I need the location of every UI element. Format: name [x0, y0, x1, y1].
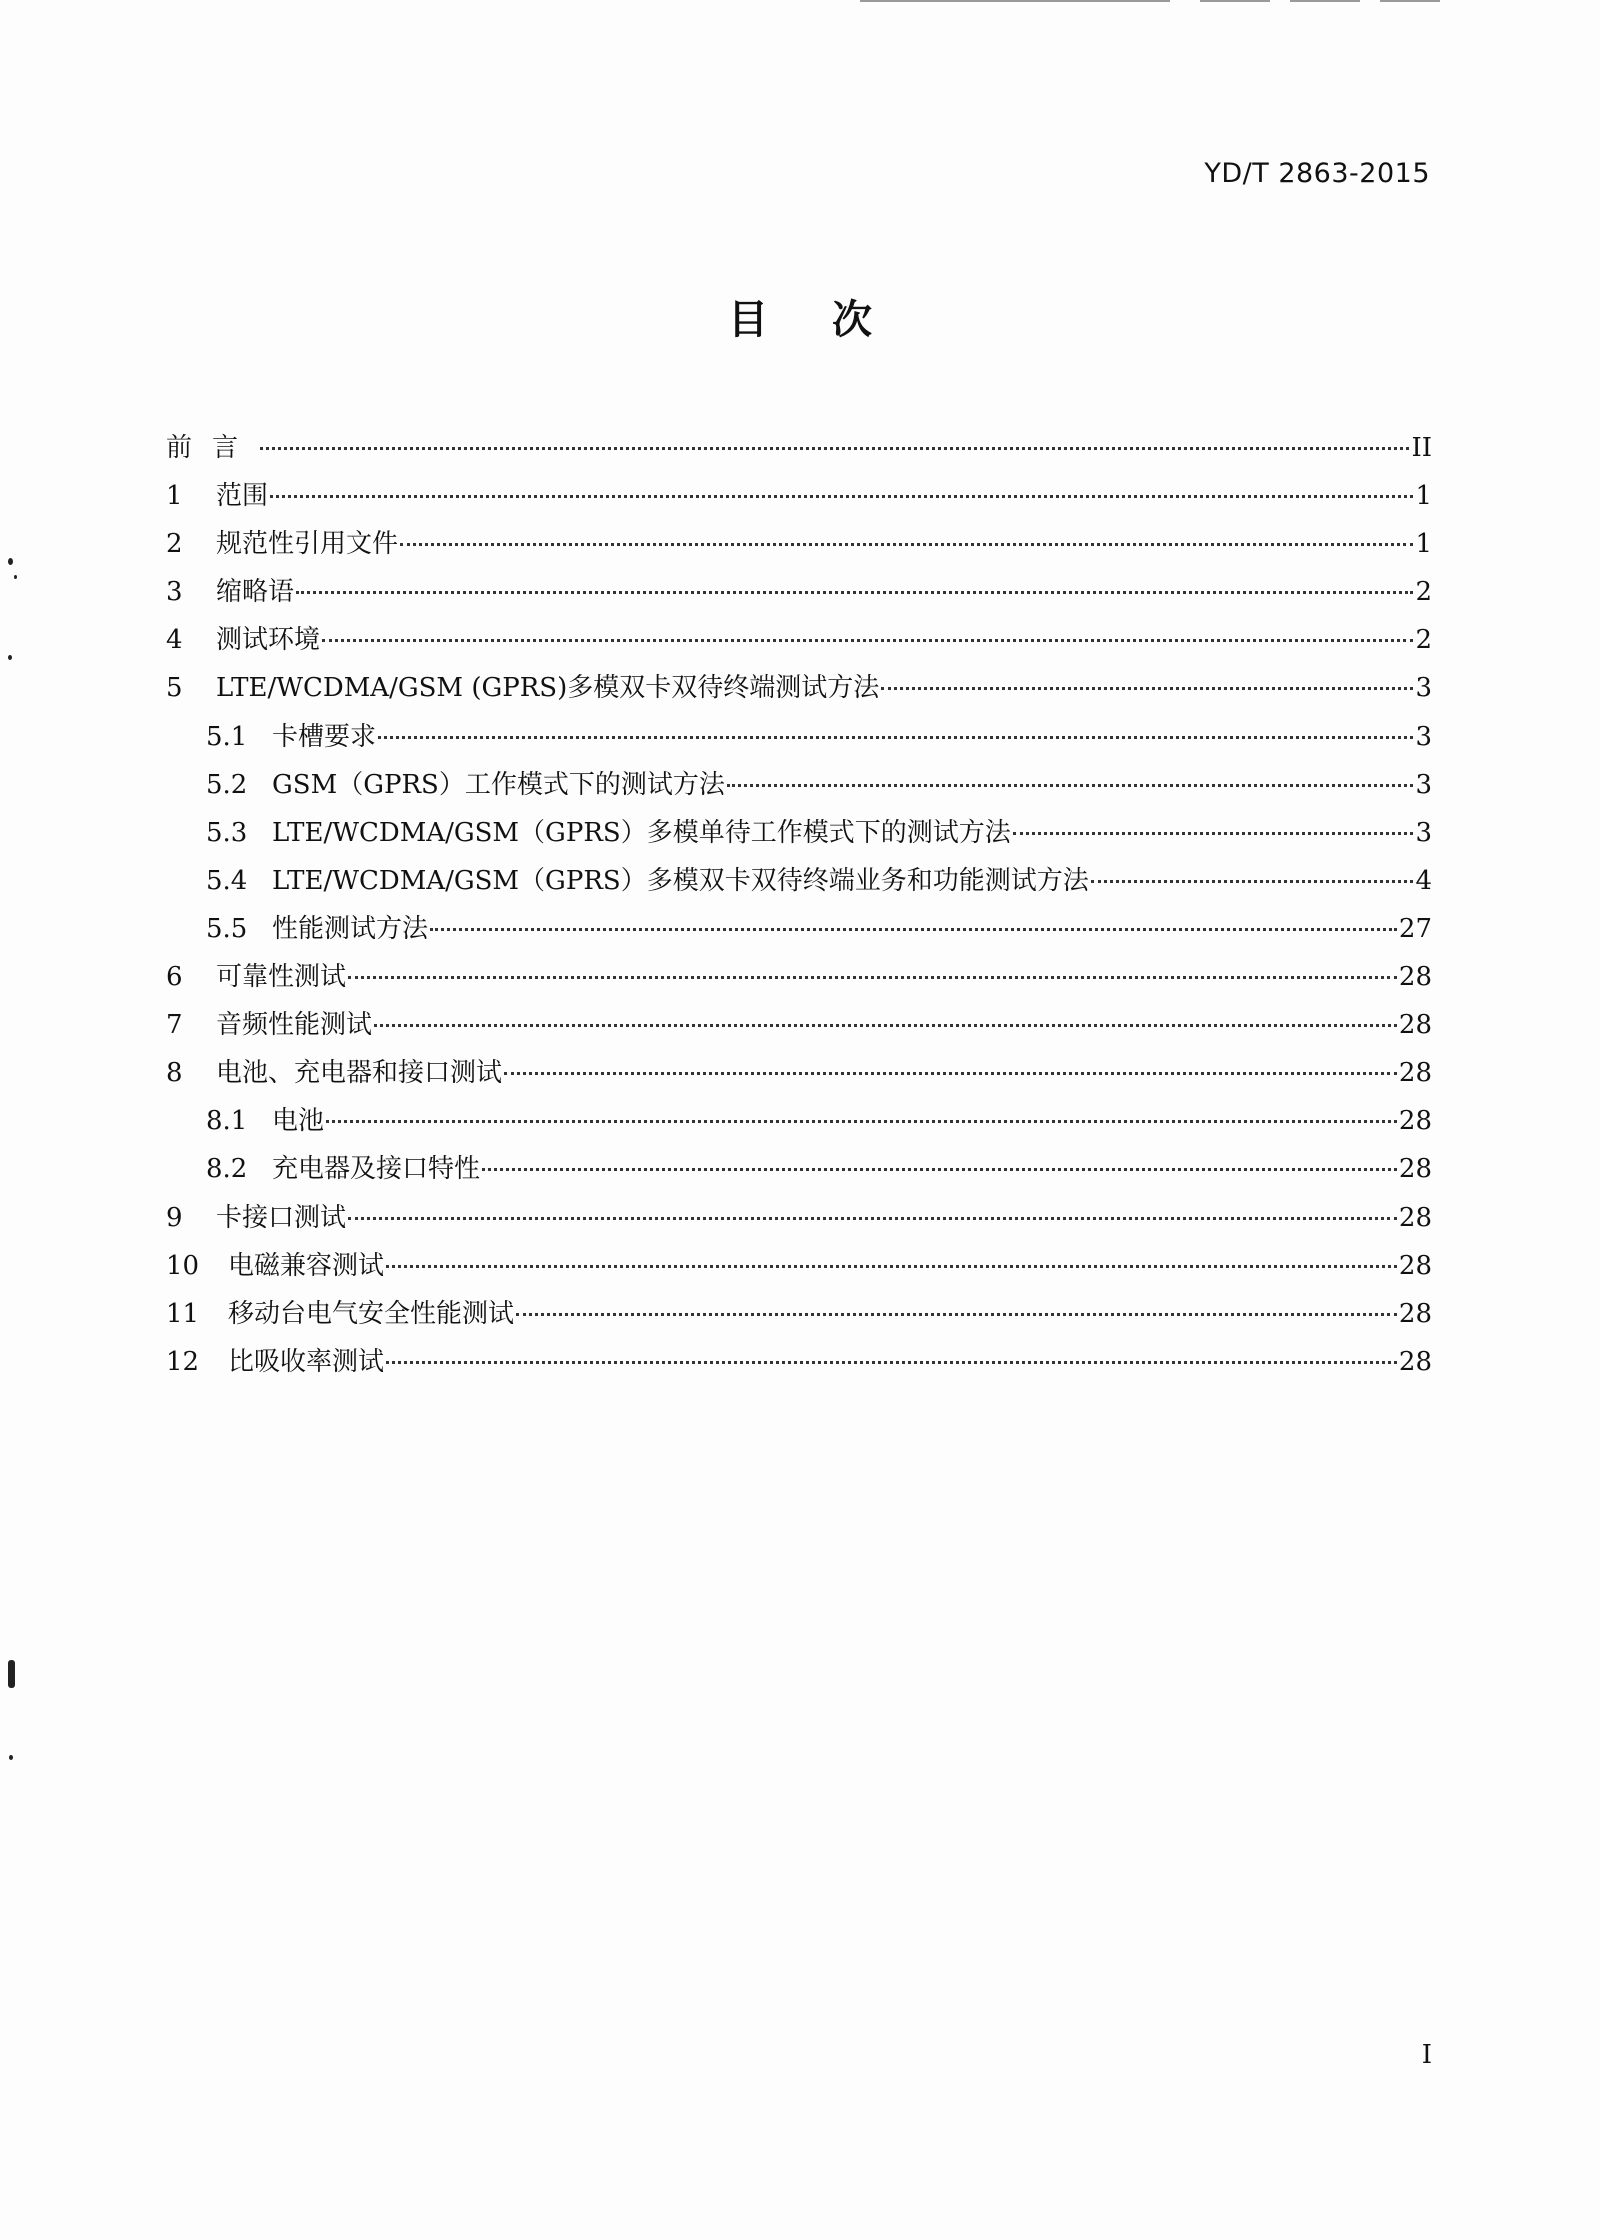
toc-entry-number: 4: [166, 625, 183, 656]
toc-entry-label: 测试环境: [216, 625, 321, 656]
toc-entry-page: 28: [1398, 1154, 1432, 1185]
scan-speck: [9, 1755, 13, 1760]
toc-entry-number: 12: [166, 1346, 200, 1377]
scan-edge-line: [860, 0, 1170, 2]
toc-entry-label: 比吸收率测试: [228, 1346, 385, 1377]
toc-entry-label: LTE/WCDMA/GSM（GPRS）多模单待工作模式下的测试方法: [272, 817, 1011, 848]
toc-entry-number: 6: [166, 962, 183, 993]
toc-entry-page: 27: [1398, 913, 1432, 944]
toc-entry-label: 电池、充电器和接口测试: [216, 1058, 503, 1089]
toc-entry-number: 1: [166, 481, 183, 512]
scan-speck: [8, 1660, 15, 1688]
toc-leader-dots: [516, 1313, 1397, 1316]
toc-leader-dots: [727, 784, 1414, 787]
toc-entry-label: LTE/WCDMA/GSM（GPRS）多模双卡双待终端业务和功能测试方法: [272, 865, 1089, 896]
toc-entry-8-2[interactable]: [166, 1148, 1432, 1196]
toc-entry-page: 28: [1398, 962, 1432, 993]
toc-entry-2[interactable]: [166, 523, 1432, 571]
toc-leader-dots: [386, 1265, 1397, 1268]
toc-entry-page: 28: [1398, 1058, 1432, 1089]
scan-speck: [8, 558, 13, 565]
toc-entry-number: 5: [166, 673, 183, 704]
toc-entry-number: 8: [166, 1058, 183, 1089]
toc-entry-label: 卡槽要求: [272, 721, 377, 752]
scan-speck: [14, 575, 17, 579]
table-of-contents: [166, 427, 1432, 1389]
toc-entry-7[interactable]: [166, 1004, 1432, 1052]
toc-leader-dots: [400, 543, 1413, 546]
toc-entry-number: 8.2: [206, 1154, 248, 1185]
toc-entry-label: 性能测试方法: [272, 913, 429, 944]
toc-leader-dots: [260, 447, 1409, 450]
toc-leader-dots: [1013, 832, 1414, 835]
toc-entry-page: 2: [1415, 577, 1432, 608]
toc-entry-page: 28: [1398, 1202, 1432, 1233]
toc-entry-label: 音频性能测试: [216, 1010, 373, 1041]
toc-entry-number: 11: [166, 1298, 200, 1329]
toc-entry-page: 3: [1415, 721, 1432, 752]
toc-entry-label: 缩略语: [216, 577, 295, 608]
toc-entry-11[interactable]: [166, 1293, 1432, 1341]
toc-entry-5[interactable]: [166, 667, 1432, 715]
toc-entry-page: 3: [1415, 673, 1432, 704]
toc-entry-label: 电池: [272, 1106, 325, 1137]
toc-entry-page: 28: [1398, 1346, 1432, 1377]
toc-entry-label: 范围: [216, 481, 269, 512]
toc-entry-9[interactable]: [166, 1197, 1432, 1245]
toc-entry-5-4[interactable]: [166, 860, 1432, 908]
toc-leader-dots: [326, 1120, 1397, 1123]
toc-entry-5-3[interactable]: [166, 812, 1432, 860]
toc-entry-label: 充电器及接口特性: [272, 1154, 481, 1185]
toc-entry-page: 28: [1398, 1298, 1432, 1329]
toc-leader-dots: [504, 1072, 1397, 1075]
toc-entry-number: 7: [166, 1010, 183, 1041]
toc-entry-number: 5.5: [206, 913, 248, 944]
toc-entry-label: 卡接口测试: [216, 1202, 347, 1233]
toc-entry-number: 8.1: [206, 1106, 248, 1137]
toc-entry-page: II: [1411, 433, 1432, 463]
toc-leader-dots: [1091, 880, 1414, 883]
toc-entry-number: 2: [166, 529, 183, 560]
toc-entry-number: 5.2: [206, 769, 248, 800]
toc-entry-number: 5.1: [206, 721, 248, 752]
toc-entry-3[interactable]: [166, 571, 1432, 619]
toc-entry-page: 28: [1398, 1010, 1432, 1041]
toc-entry-foreword[interactable]: [166, 427, 1432, 475]
toc-entry-label: 电磁兼容测试: [228, 1250, 385, 1281]
toc-entry-5-2[interactable]: [166, 764, 1432, 812]
toc-entry-number: 10: [166, 1250, 200, 1281]
toc-entry-8[interactable]: [166, 1052, 1432, 1100]
toc-entry-label: LTE/WCDMA/GSM (GPRS)多模双卡双待终端测试方法: [216, 673, 880, 704]
toc-leader-dots: [270, 495, 1413, 498]
document-code: YD/T 2863-2015: [1204, 158, 1430, 189]
toc-entry-page: 1: [1415, 529, 1432, 560]
toc-entry-5-1[interactable]: [166, 716, 1432, 764]
toc-leader-dots: [881, 687, 1413, 690]
toc-entry-1[interactable]: [166, 475, 1432, 523]
toc-entry-number: 5.3: [206, 817, 248, 848]
toc-entry-label: 移动台电气安全性能测试: [228, 1298, 515, 1329]
toc-leader-dots: [348, 1217, 1397, 1220]
toc-entry-5-5[interactable]: [166, 908, 1432, 956]
toc-entry-number: 3: [166, 577, 183, 608]
toc-entry-page: 3: [1415, 769, 1432, 800]
toc-leader-dots: [482, 1168, 1397, 1171]
toc-entry-page: 3: [1415, 817, 1432, 848]
toc-leader-dots: [378, 736, 1413, 739]
toc-entry-number: 5.4: [206, 865, 248, 896]
toc-entry-page: 4: [1415, 865, 1432, 896]
toc-leader-dots: [322, 639, 1413, 642]
toc-entry-12[interactable]: [166, 1341, 1432, 1389]
toc-entry-10[interactable]: [166, 1245, 1432, 1293]
toc-entry-page: 2: [1415, 625, 1432, 656]
toc-entry-4[interactable]: [166, 619, 1432, 667]
toc-entry-label: 前言: [166, 433, 259, 463]
page-title: 目次: [728, 297, 936, 343]
toc-entry-page: 1: [1415, 481, 1432, 512]
toc-entry-page: 28: [1398, 1250, 1432, 1281]
page-number: I: [1421, 2040, 1432, 2070]
scan-edge-line: [1380, 0, 1440, 2]
toc-entry-number: 9: [166, 1202, 183, 1233]
toc-entry-page: 28: [1398, 1106, 1432, 1137]
scan-edge-line: [1200, 0, 1270, 2]
toc-entry-label: 规范性引用文件: [216, 529, 399, 560]
toc-entry-6[interactable]: [166, 956, 1432, 1004]
toc-entry-label: GSM（GPRS）工作模式下的测试方法: [272, 769, 725, 800]
toc-leader-dots: [348, 976, 1397, 979]
scan-edge-line: [1290, 0, 1360, 2]
toc-leader-dots: [374, 1024, 1397, 1027]
toc-leader-dots: [430, 928, 1397, 931]
toc-entry-label: 可靠性测试: [216, 962, 347, 993]
toc-leader-dots: [296, 591, 1413, 594]
toc-entry-8-1[interactable]: [166, 1100, 1432, 1148]
scan-speck: [8, 655, 12, 660]
toc-leader-dots: [386, 1361, 1397, 1364]
